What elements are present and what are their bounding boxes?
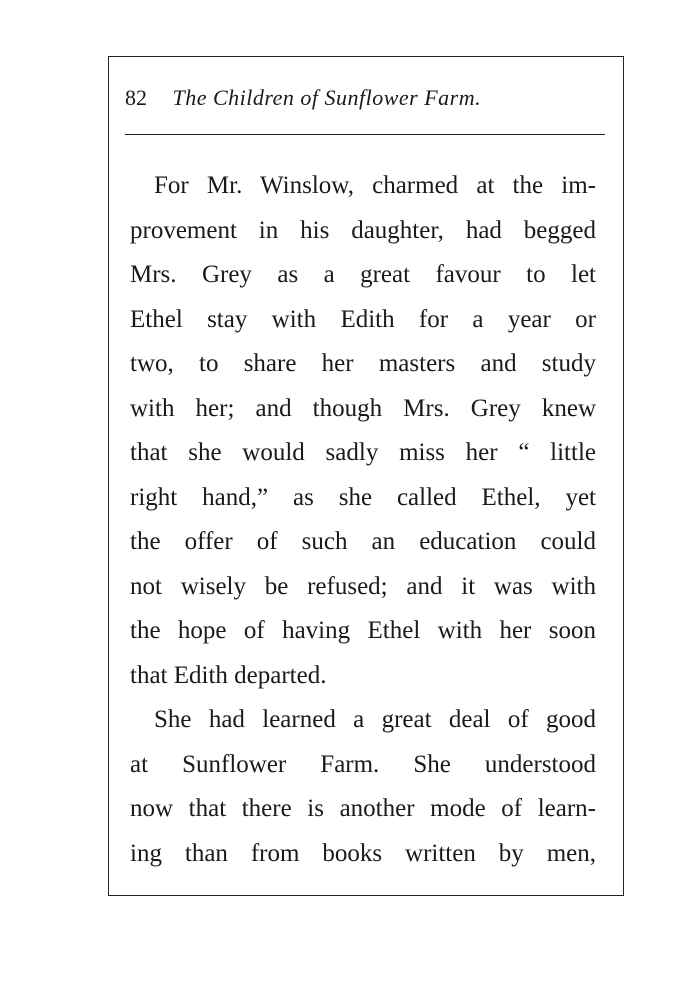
text-line: at Sunflower Farm. She understood [130, 750, 596, 778]
text-line: For Mr. Winslow, charmed at the im- [154, 172, 596, 199]
text-line: the hope of having Ethel with her soon [130, 617, 596, 644]
text-line: that Edith departed. [130, 661, 327, 689]
body-text [130, 164, 596, 876]
text-line: not wisely be refused; and it was with [130, 572, 596, 600]
text-line: with her; and though Mrs. Grey knew [130, 394, 596, 422]
text-line: that she would sadly miss her “ little [130, 439, 596, 466]
text-line: ing than from books written by men, [130, 839, 596, 867]
text-line: right hand,” as she called Ethel, yet [130, 483, 596, 511]
text-line: Ethel stay with Edith for a year or [130, 305, 596, 333]
running-title: The Children of Sunflower Farm. [172, 85, 482, 110]
text-line: Mrs. Grey as a great favour to let [130, 261, 596, 288]
page-number: 82 [125, 85, 147, 110]
text-line: now that there is another mode of learn- [130, 795, 596, 822]
text-line: two, to share her masters and study [130, 350, 596, 377]
text-line: provement in his daughter, had begged [130, 216, 596, 244]
text-line: the offer of such an education could [130, 528, 596, 555]
header-rule [125, 134, 605, 135]
running-header [125, 84, 605, 112]
text-line: She had learned a great deal of good [154, 706, 596, 733]
